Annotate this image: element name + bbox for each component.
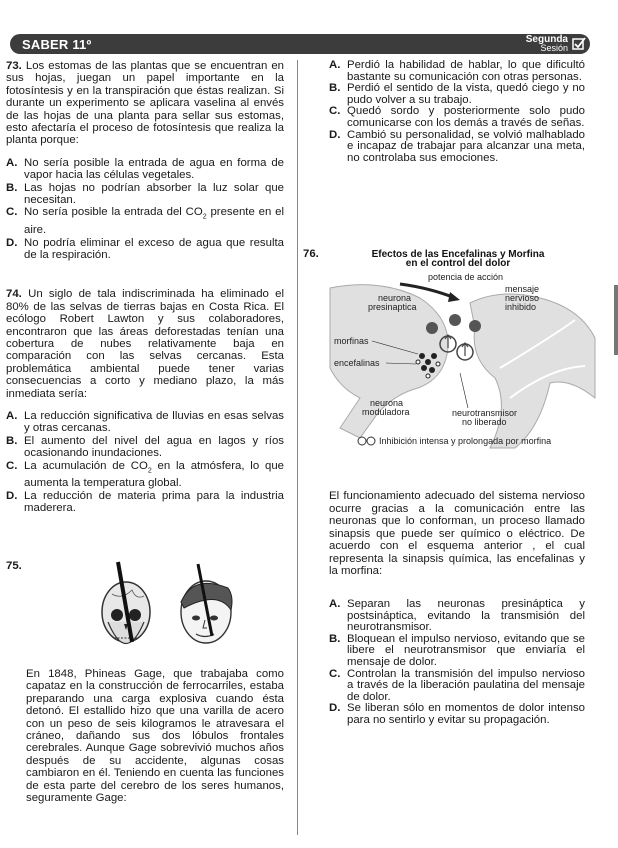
synapse-diagram (300, 248, 600, 453)
option-text: No podría eliminar el exceso de agua que resulta de la respiración. (24, 236, 284, 261)
option-d[interactable] (6, 237, 284, 262)
option-text: Cambió su personalidad, se volvió malhablado e incapaz de trabajar para alcanzar una meta, no controlaba sus emociones. (347, 128, 585, 164)
question-number: 73. (6, 60, 22, 72)
option-letter: D. (6, 236, 18, 249)
vesicle (426, 322, 438, 334)
option-text: en la atmósfera, lo que aumenta la temperatura global. (24, 459, 284, 490)
vesicle (449, 314, 461, 326)
vesicle (469, 320, 481, 332)
subscript: 2 (202, 213, 207, 221)
option-letter: C. (6, 459, 18, 472)
label-potencial: potencia de acción (428, 272, 504, 282)
option-text: Perdió la habilidad de hablar, lo que dificultó bastante su comunicación con otras personas. (347, 59, 585, 83)
diagram-title: Efectos de las Encefalinas y Morfina (371, 249, 545, 260)
option-text: No sería posible la entrada del CO (24, 206, 203, 219)
option-letter: B. (329, 82, 341, 95)
label-neurona-pre-1: neurona (378, 293, 412, 303)
option-text: Las hojas no podrían absorber la luz solar que necesitan. (24, 181, 284, 207)
label-moduladora-1: neurona (370, 398, 404, 408)
option-c[interactable] (329, 106, 585, 129)
label-encefalinas: encefalinas (334, 358, 380, 368)
legend-circle-icon (358, 437, 366, 445)
option-letter: C. (6, 206, 18, 219)
option-d[interactable] (329, 703, 585, 726)
exam-title: SABER 11º (22, 37, 92, 52)
question-76-number: 76. (303, 248, 319, 260)
option-text: La reducción de materia prima para la industria maderera. (24, 489, 284, 515)
diagram-caption: Inhibición intensa y prolongada por morfina (379, 436, 552, 446)
session-line-2: Sesión (540, 43, 568, 53)
option-d[interactable] (329, 130, 585, 165)
diagram-subtitle: en el control del dolor (405, 258, 511, 269)
option-letter: B. (6, 434, 18, 447)
option-text: El aumento del nivel del agua en lagos y ríos ocasionando inundaciones. (24, 434, 284, 460)
option-a[interactable] (6, 410, 284, 435)
option-a[interactable] (329, 599, 585, 634)
option-letter: D. (329, 702, 341, 715)
option-letter: D. (329, 128, 341, 141)
session-line-1: Segunda (525, 34, 568, 45)
option-letter: A. (6, 410, 18, 423)
question-stem: Los estomas de las plantas que se encuentran en sus hojas, juegan un papel importante en la fotosíntesis y en la transpiración que éstas realizan. Si durante un experimento se aplicara vaselina al envés de las hojas de una planta para sellar sus estomas, esto afectaría el proceso de fotosíntesis que realiza la planta porque: (6, 60, 284, 147)
question-stem: Un siglo de tala indiscriminada ha eliminado el 80% de las selvas de tierras bajas en Costa Rica. El ecólogo Robert Lawton y sus colaboradores, encontraron que las áreas deforestadas tenían una cobertura de nubes relativamente baja en comparación con las selvas cercanas. Esta problemática ambiental puede tener varias consecuencias a corto y mediano plazo, la más inmediata sería: (6, 288, 284, 400)
question-75-number: 75. (6, 560, 22, 572)
label-neurona-pre-2: presinaptica (368, 302, 417, 312)
option-text: Controlan la transmisión del impulso nervioso a través de la liberación paulatina del mensaje de dolor. (347, 667, 585, 703)
option-c[interactable] (6, 206, 284, 236)
option-c[interactable] (6, 460, 284, 490)
page-edge-tab (614, 285, 618, 355)
option-b[interactable] (6, 182, 284, 207)
label-moduladora-2: moduladora (362, 407, 410, 417)
question-73 (6, 60, 284, 147)
subscript: 2 (147, 466, 152, 474)
option-text: Se liberan sólo en momentos de dolor intenso para no sentirlo y evitar su propagación. (347, 702, 585, 726)
label-neurotrans-2: no liberado (462, 417, 507, 427)
option-d[interactable] (6, 490, 284, 515)
option-text: Bloquean el impulso nervioso, evitando que se libere el neurotransmisor que enviaría el mensaje de dolor. (347, 632, 585, 668)
option-letter: A. (329, 598, 341, 610)
option-text: No sería posible la entrada de agua en forma de vapor hacia las células vegetales. (24, 156, 284, 182)
column-divider (297, 60, 298, 835)
right-column-q75-options (329, 60, 585, 164)
option-text: La reducción significativa de lluvias en esas selvas y otras cercanas. (24, 410, 284, 435)
option-letter: C. (329, 667, 341, 680)
option-letter: A. (6, 156, 18, 169)
option-a[interactable] (6, 157, 284, 182)
option-a[interactable] (329, 60, 585, 83)
question-76-stem: El funcionamiento adecuado del sistema nervioso ocurre gracias a la comunicación entre las neuronas que lo conforman, un proceso llamado sinapsis que puede ser químico o eléctrico. De acuerdo con el esquema anterior , el cual representa la sinapsis química, las encefalinas y la morfina: (329, 490, 585, 577)
option-text: Perdió el sentido de la vista, quedó ciego y no pudo volver a su trabajo. (347, 82, 585, 106)
label-neurotrans-1: neurotransmisor (452, 408, 518, 418)
left-column (6, 60, 284, 515)
option-letter: B. (329, 632, 341, 645)
header-bar (10, 34, 590, 54)
question-75-stem: En 1848, Phineas Gage, que trabajaba como capataz en la construcción de ferrocarriles, estaba preparando una carga explosiva cuando ésta detonó. El estallido hizo que una varilla de acero con un peso de seis kilogramos le atravesara el cráneo, dañando sus dos lóbulos frontales cerebrales. Aunque Gage sobrevivió muchos años después de su accidente, algunas cosas cambiaron en él. Teniendo en cuenta las funciones de esta parte del cerebro de los seres humanos, seguramente Gage: (26, 668, 284, 805)
question-76-options (329, 599, 585, 727)
option-letter: C. (329, 105, 341, 118)
question-74 (6, 288, 284, 400)
option-b[interactable] (6, 435, 284, 460)
option-text: Separan las neuronas presináptica y postsináptica, evitando la transmisión del neurotransmisor. (347, 598, 585, 634)
question-number: 74. (6, 288, 22, 301)
option-letter: B. (6, 181, 18, 194)
option-b[interactable] (329, 83, 585, 106)
checkbox-icon (572, 37, 586, 51)
label-mensaje-3: inhibido (505, 302, 537, 312)
phineas-gage-illustration (88, 560, 248, 665)
option-letter: D. (6, 489, 18, 502)
option-text: Quedó sordo y posteriormente solo pudo comunicarse con los demás a través de señas. (347, 105, 585, 129)
legend-circle-icon (367, 437, 375, 445)
label-mensaje-1: mensaje (505, 284, 540, 294)
option-letter: A. (329, 59, 341, 71)
option-text: La acumulación de CO (24, 459, 148, 472)
label-mensaje-2: nervioso (505, 293, 540, 303)
session-label (526, 35, 568, 53)
option-text: presente en el aire. (24, 206, 284, 237)
option-c[interactable] (329, 669, 585, 704)
option-b[interactable] (329, 634, 585, 669)
label-morfinas: morfinas (334, 336, 369, 346)
